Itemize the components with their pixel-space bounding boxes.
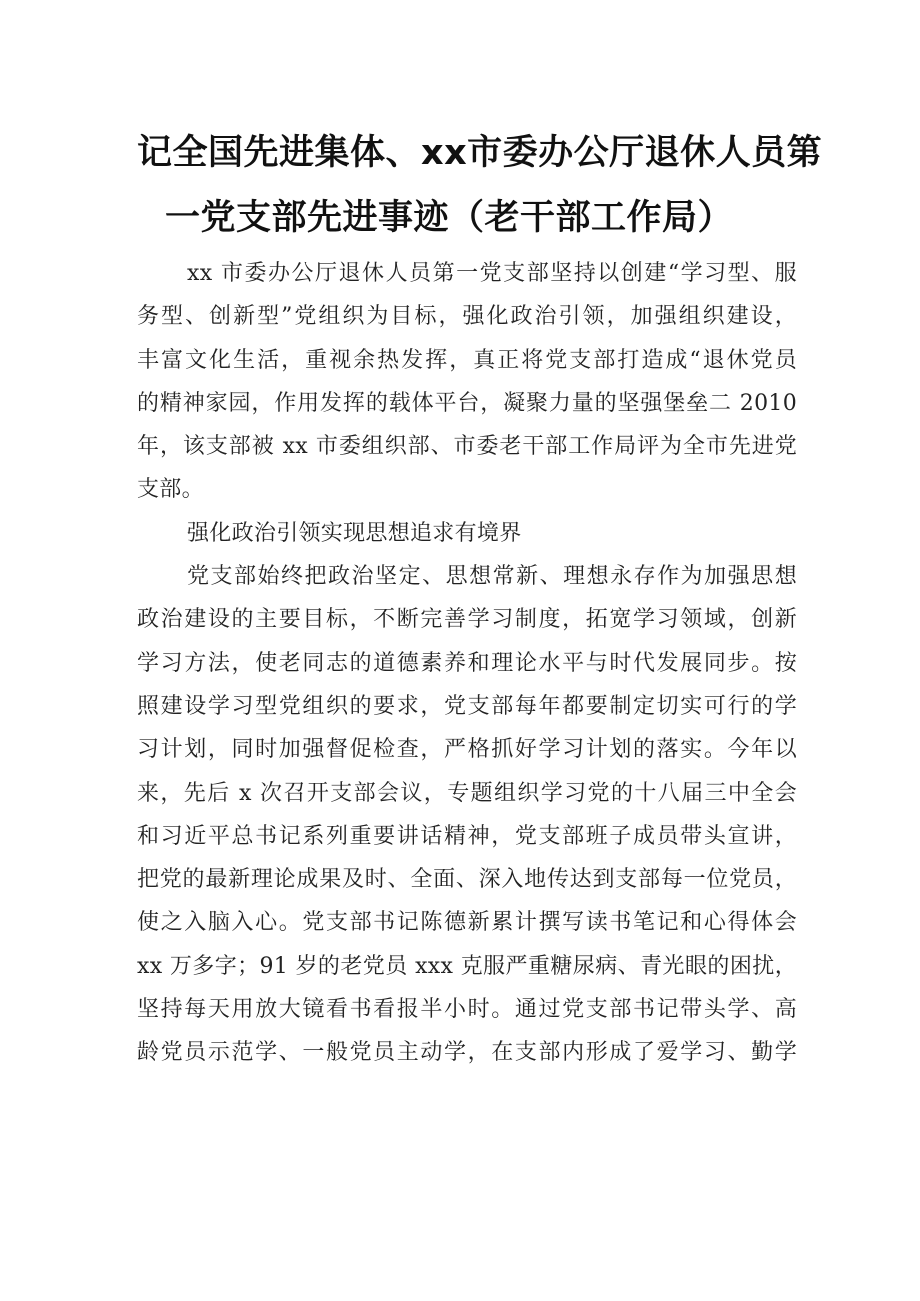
paragraph-line: xx 万多字；91 岁的老党员 xxx 克服严重糖尿病、青光眼的困扰， <box>137 953 797 979</box>
paragraph-line: 学习方法，使老同志的道德素养和理论水平与时代发展同步。按 <box>137 650 797 676</box>
paragraph-line: 使之入脑入心。党支部书记陈德新累计撰写读书笔记和心得体会 <box>137 910 797 936</box>
section-heading: 强化政治引领实现思想追求有境界 <box>187 520 522 546</box>
paragraph-line: 习计划，同时加强督促检查，严格抓好学习计划的落实。今年以 <box>137 737 797 763</box>
paragraph-line: 和习近平总书记系列重要讲话精神，党支部班子成员带头宣讲， <box>137 823 797 849</box>
paragraph-line: 来，先后 x 次召开支部会议，专题组织学习党的十八届三中全会 <box>137 780 797 806</box>
title-line-1: 记全国先进集体、xx市委办公厅退休人员第 <box>137 133 823 173</box>
paragraph-line: 照建设学习型党组织的要求，党支部每年都要制定切实可行的学 <box>137 693 797 719</box>
paragraph-line: 坚持每天用放大镜看书看报半小时。通过党支部书记带头学、高 <box>137 997 797 1023</box>
paragraph-line: 年，该支部被 xx 市委组织部、市委老干部工作局评为全市先进党 <box>137 434 797 460</box>
paragraph-line: 龄党员示范学、一般党员主动学，在支部内形成了爱学习、勤学 <box>137 1040 797 1066</box>
paragraph-line: 丰富文化生活，重视余热发挥，真正将党支部打造成“退休党员 <box>137 347 797 373</box>
paragraph-line: 把党的最新理论成果及时、全面、深入地传达到支部每一位党员， <box>137 867 797 893</box>
paragraph-line: xx 市委办公厅退休人员第一党支部坚持以创建“学习型、服 <box>187 261 797 286</box>
body-text <box>137 252 797 1075</box>
paragraph-line: 政治建设的主要目标，不断完善学习制度，拓宽学习领域，创新 <box>137 607 797 633</box>
paragraph-line: 务型、创新型”党组织为目标，强化政治引领，加强组织建设， <box>137 304 797 330</box>
paragraph-line: 的精神家园，作用发挥的载体平台，凝聚力量的坚强堡垒二 2010 <box>137 390 797 416</box>
title-line-2: 一党支部先进事迹（老干部工作局） <box>165 198 734 238</box>
paragraph-line: 支部。 <box>137 477 204 503</box>
paragraph-line: 党支部始终把政治坚定、思想常新、理想永存作为加强思想 <box>187 564 797 590</box>
